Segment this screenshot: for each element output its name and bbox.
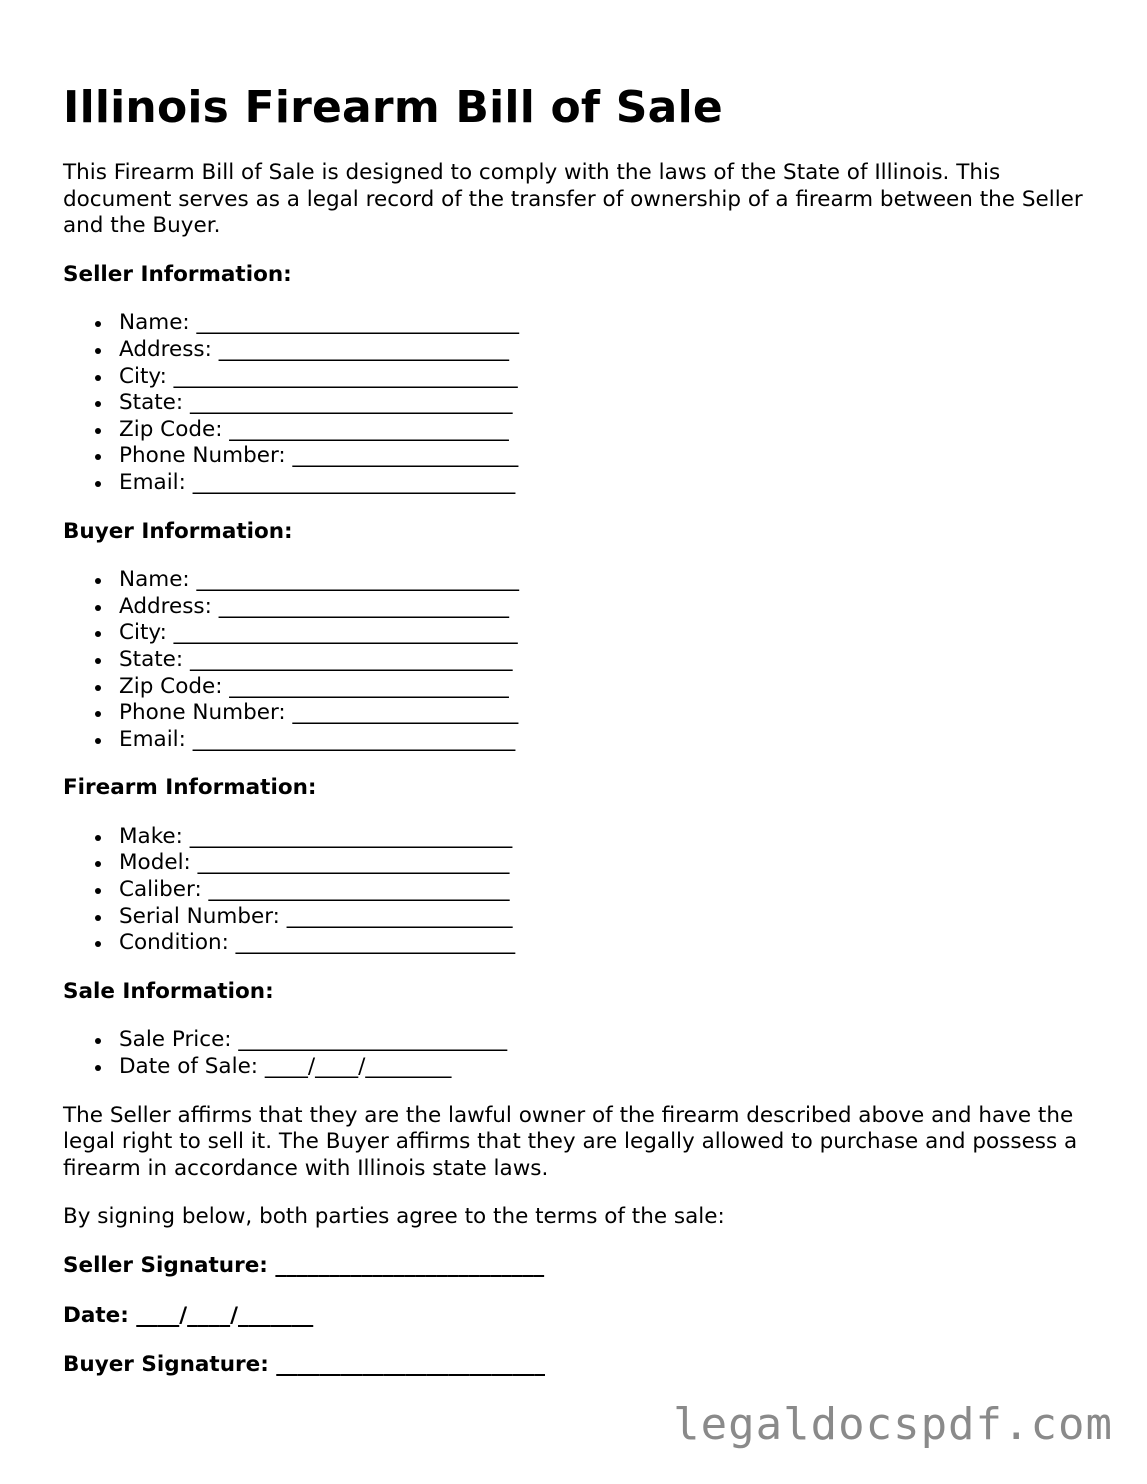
buyer-zip-field: Zip Code: __________________________	[119, 674, 1093, 701]
buyer-city-field: City: ________________________________	[119, 620, 1093, 647]
seller-address-field: Address: ___________________________	[119, 337, 1093, 364]
seller-name-field: Name: ______________________________	[119, 310, 1093, 337]
seller-city-field: City: ________________________________	[119, 364, 1093, 391]
firearm-model-field: Model: _____________________________	[119, 850, 1093, 877]
buyer-email-field: Email: ______________________________	[119, 727, 1093, 754]
watermark: legaldocspdf.com	[673, 1399, 1113, 1450]
firearm-caliber-field: Caliber: ____________________________	[119, 877, 1093, 904]
buyer-phone-field: Phone Number: _____________________	[119, 700, 1093, 727]
sale-heading: Sale Information:	[63, 978, 274, 1004]
sale-list	[63, 1027, 1093, 1080]
buyer-state-field: State: ______________________________	[119, 647, 1093, 674]
firearm-condition-field: Condition: __________________________	[119, 930, 1093, 957]
intro-paragraph: This Firearm Bill of Sale is designed to comply with the laws of the State of Illinois. This document serves as a legal record of the transfer of ownership of a firearm between the Seller and the Buyer.	[63, 160, 1083, 239]
buyer-heading: Buyer Information:	[63, 518, 293, 544]
seller-signature-line: Seller Signature: _________________________	[63, 1253, 545, 1278]
firearm-list	[63, 824, 1093, 957]
sale-date-field: Date of Sale: ____/____/________	[119, 1054, 1093, 1081]
sale-price-field: Sale Price: _________________________	[119, 1027, 1093, 1054]
seller-state-field: State: ______________________________	[119, 390, 1093, 417]
firearm-make-field: Make: ______________________________	[119, 824, 1093, 851]
buyer-name-field: Name: ______________________________	[119, 567, 1093, 594]
agreement-paragraph: By signing below, both parties agree to the terms of the sale:	[63, 1204, 725, 1230]
buyer-signature-line: Buyer Signature: _________________________	[63, 1352, 546, 1378]
seller-heading: Seller Information:	[63, 261, 292, 287]
buyer-address-field: Address: ___________________________	[119, 594, 1093, 621]
firearm-serial-field: Serial Number: _____________________	[119, 904, 1093, 931]
firearm-heading: Firearm Information:	[63, 775, 317, 801]
seller-list	[63, 310, 1093, 496]
document-page	[63, 78, 1093, 1402]
seller-zip-field: Zip Code: __________________________	[119, 417, 1093, 444]
seller-phone-field: Phone Number: _____________________	[119, 443, 1093, 470]
document-title: Illinois Firearm Bill of Sale	[63, 82, 723, 133]
buyer-list	[63, 567, 1093, 753]
affirmation-paragraph: The Seller affirms that they are the lawful owner of the firearm described above and have the legal right to sell it. The Buyer affirms that they are legally allowed to purchase and possess a firearm in accordance with Illinois state laws.	[63, 1102, 1078, 1181]
seller-email-field: Email: ______________________________	[119, 470, 1093, 497]
signature-date-line: Date: ____/____/_______	[63, 1302, 314, 1328]
